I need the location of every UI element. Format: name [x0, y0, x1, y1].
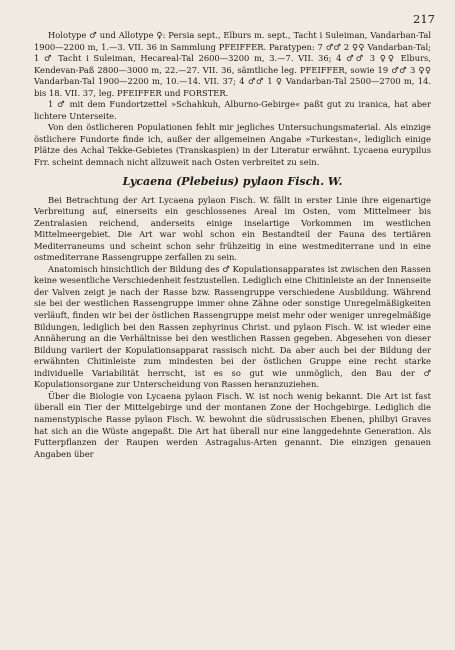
- paragraph-schahkuh-note: 1 ♂ mit dem Fundortzettel »Schahkuh, Alburno-Gebirge« paßt gut zu iranica, hat aber lichtere Unterseite.: [34, 99, 431, 121]
- paragraph-anatomy: Anatomisch hinsichtlich der Bildung des ♂ Kopulationsapparates ist zwischen den Rassen keine wesentliche Verschiedenheit festzustellen. Lediglich eine Chitinleiste an der Innenseite der Valven zeigt je nach der Rasse bzw. Rassengruppe verschiedene Ausbildung. Während sie bei der westlichen Rassengruppe immer ohne Zähne oder sonstige Unregelmäßigkeiten verläuft, finden wir bei der östlichen Rassengruppe meist mehr oder weniger unregelmäßige Bildungen, lediglich bei den Rassen zephyrinus Christ. und pylaon Fisch. W. ist wieder eine Annäherung an die Verhältnisse bei den westlichen Rassen gegeben. Abgesehen von dieser Bildung variiert der Kopulationsapparat rassisch nicht. Da aber auch bei der Bildung der erwähnten Chitinleiste zum mindesten bei der östlichen Gruppe eine recht starke individuelle Variabilität herrscht, ist es so gut wie unmöglich, den Bau der ♂ Kopulationsorgane zur Unterscheidung von Rassen heranzuziehen.: [34, 263, 431, 390]
- section-heading: Lycaena (Plebeius) pylaon Fisch. W.: [122, 174, 343, 188]
- paragraph-distribution: Bei Betrachtung der Art Lycaena pylaon Fisch. W. fällt in erster Linie ihre eigenartige Verbreitung auf, einerseits ein geschlossenes Areal im Osten, vom Mittelmeer bis Zentralasien reichend, anderseits einige inselartige Vorkommen im westlichen Mittelmeergebiet. Die Art war wohl schon ein Bestandteil der Fauna des tertiären Mediterraneums und scheint schon sehr frühzeitig in eine westmediterrane und in eine ostmediterrane Rassengruppe zerfallen zu sein.: [34, 194, 431, 263]
- paragraph-type-material: Holotype ♂ und Allotype ♀: Persia sept., Elburs m. sept., Tacht i Suleiman, Vandarban-Tal 1900—2200 m, 1.—3. VII. 36 in Sammlung PFEIFFER. Paratypen: 7 ♂♂ 2 ♀♀ Vandarban-Tal; 1 ♂ Tacht i Suleiman, Hecareal-Tal 2600—3200 m, 3.—7. VII. 36; 4 ♂♂ 3 ♀♀ Elburs, Kendevan-Paß 2800—3000 m, 22.—27. VII. 36, sämtliche leg. PFEIFFER, sowie 19 ♂♂ 3 ♀♀ Vandarban-Tal 1900—2200 m, 10.—14. VII. 37; 4 ♂♂ 1 ♀ Vandarban-Tal 2500—2700 m, 14. bis 18. VII. 37, leg. PFEIFFER und FORSTER.: [34, 30, 431, 98]
- page-number: 217: [413, 12, 435, 26]
- paragraph-eastern-populations: Von den östlicheren Populationen fehlt mir jegliches Untersuchungsmaterial. Als einzige östlichere Fundorte finde ich, außer der allgemeinen Angabe »Turkestan«, lediglich einige Plätze des Achal Tekke-Gebietes (Transkaspien) in der Literatur erwähnt. Lycaena eurypilus Frr. scheint demnach nicht allzuweit nach Osten verbreitet zu sein.: [34, 122, 431, 168]
- paragraph-biology: Über die Biologie von Lycaena pylaon Fisch. W. ist noch wenig bekannt. Die Art ist fast überall ein Tier der Mittelgebirge und der montanen Zone der Hochgebirge. Lediglich die namenstypische Rasse pylaon Fisch. W. bewohnt die südrussischen Ebenen, philbyi Graves hat sich an die Wüste angepaßt. Die Art hat überall nur eine langgedehnte Generation. Als Futterpflanzen der Raupen werden Astragalus-Arten genannt. Die einzigen genauen Angaben über: [34, 390, 431, 459]
